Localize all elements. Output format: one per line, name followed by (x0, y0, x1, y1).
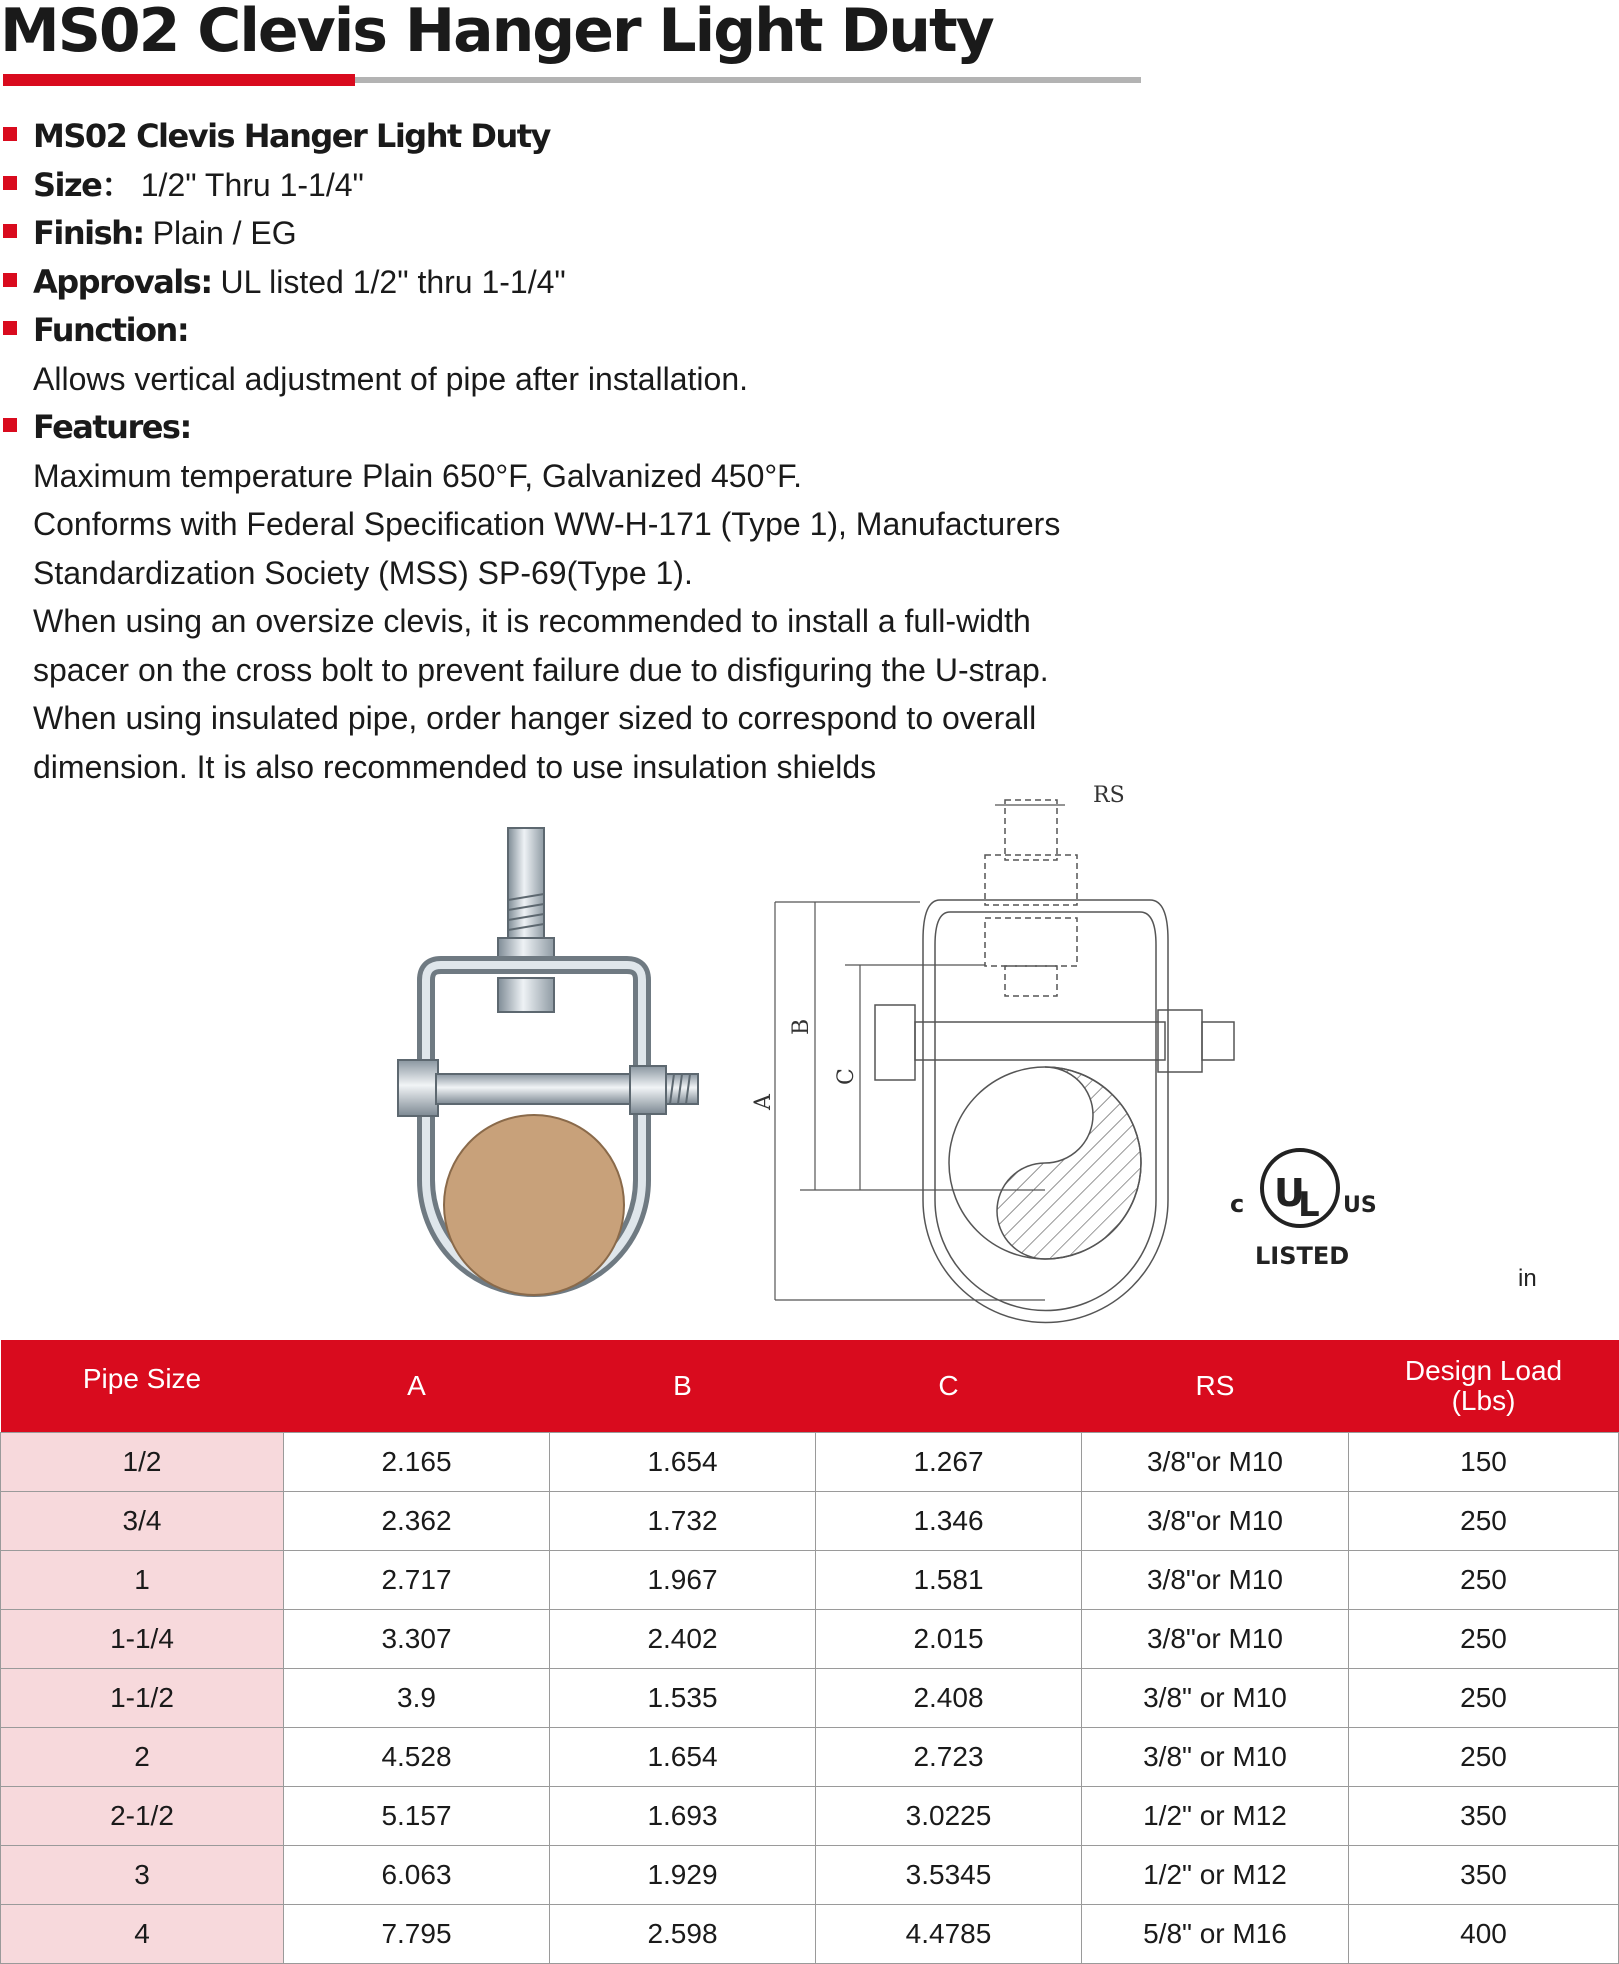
table-row (1, 1551, 1619, 1610)
bullet-square-icon (3, 273, 17, 287)
size-value: 1/2" Thru 1-1/4" (140, 166, 364, 203)
cell-b: 2.402 (550, 1610, 816, 1669)
cell-pipe-size: 1-1/4 (1, 1610, 284, 1669)
table-row (1, 1669, 1619, 1728)
design-load-line2: (Lbs) (1451, 1385, 1516, 1416)
cell-rs: 3/8" or M10 (1082, 1669, 1349, 1728)
spec-item-name (0, 112, 1220, 161)
cell-a: 3.9 (284, 1669, 550, 1728)
table-row (1, 1492, 1619, 1551)
table-row (1, 1433, 1619, 1492)
cell-b: 1.967 (550, 1551, 816, 1610)
cell-load: 150 (1349, 1433, 1619, 1492)
cell-c: 1.267 (816, 1433, 1082, 1492)
cell-b: 1.654 (550, 1433, 816, 1492)
title-rule (355, 77, 1141, 83)
features-line: spacer on the cross bolt to prevent failure due to disfiguring the U-strap. (33, 651, 1049, 688)
cell-rs: 3/8"or M10 (1082, 1433, 1349, 1492)
cell-c: 2.015 (816, 1610, 1082, 1669)
approvals-label: Approvals: (33, 262, 212, 301)
cell-c: 1.581 (816, 1551, 1082, 1610)
ul-letter-l: L (1298, 1185, 1320, 1225)
cell-rs: 1/2" or M12 (1082, 1846, 1349, 1905)
bullet-square-icon (3, 418, 17, 432)
spec-item-approvals (0, 258, 1220, 307)
cell-load: 250 (1349, 1492, 1619, 1551)
c-dimension-label: C (834, 1068, 859, 1085)
cell-load: 350 (1349, 1787, 1619, 1846)
cell-c: 2.408 (816, 1669, 1082, 1728)
cell-a: 2.165 (284, 1433, 550, 1492)
function-label: Function: (33, 311, 189, 349)
table-row (1, 1787, 1619, 1846)
features-line: When using insulated pipe, order hanger sized to correspond to overall (33, 700, 1037, 736)
cell-pipe-size: 3/4 (1, 1492, 284, 1551)
function-text: Allows vertical adjustment of pipe after installation. (33, 360, 749, 397)
a-dimension-label: A (751, 1094, 776, 1110)
table-row (1, 1846, 1619, 1905)
col-header-a: A (284, 1340, 550, 1433)
finish-value: Plain / EG (152, 215, 297, 251)
col-header-c: C (816, 1340, 1082, 1433)
cell-a: 2.362 (284, 1492, 550, 1551)
cell-c: 4.4785 (816, 1905, 1082, 1964)
approvals-value: UL listed 1/2" thru 1-1/4" (220, 263, 566, 300)
dimension-drawing (751, 775, 1245, 1315)
table-header-row (1, 1340, 1619, 1433)
cell-pipe-size: 4 (1, 1905, 284, 1964)
cell-a: 2.717 (284, 1551, 550, 1610)
cell-rs: 5/8" or M16 (1082, 1905, 1349, 1964)
features-line: When using an oversize clevis, it is recommended to install a full-width (33, 603, 1031, 639)
cell-rs: 3/8" or M10 (1082, 1728, 1349, 1787)
col-header-pipe-size: Pipe Size (1, 1340, 284, 1433)
cell-b: 2.598 (550, 1905, 816, 1964)
cell-load: 250 (1349, 1728, 1619, 1787)
cell-pipe-size: 1 (1, 1551, 284, 1610)
table-row (1, 1610, 1619, 1669)
features-line: Conforms with Federal Specification WW-H-171 (Type 1), Manufacturers (33, 506, 1061, 542)
cell-c: 2.723 (816, 1728, 1082, 1787)
bullet-square-icon (3, 127, 17, 141)
cell-b: 1.693 (550, 1787, 816, 1846)
cell-load: 250 (1349, 1610, 1619, 1669)
title-rule-accent (3, 74, 355, 86)
unit-label: in (1518, 1265, 1537, 1292)
cell-a: 4.528 (284, 1728, 550, 1787)
spec-item-features (0, 403, 1220, 452)
rs-dimension-label: RS (1093, 783, 1125, 808)
cell-b: 1.535 (550, 1669, 816, 1728)
ul-us-mark: US (1343, 1193, 1377, 1218)
features-line: Standardization Society (MSS) SP-69(Type 1). (33, 554, 693, 591)
col-header-b: B (550, 1340, 816, 1433)
cell-pipe-size: 3 (1, 1846, 284, 1905)
cell-rs: 3/8"or M10 (1082, 1610, 1349, 1669)
features-label: Features: (33, 408, 191, 446)
design-load-line1: Design Load (1404, 1355, 1563, 1386)
cell-a: 5.157 (284, 1787, 550, 1846)
cell-pipe-size: 2-1/2 (1, 1787, 284, 1846)
cell-pipe-size: 1-1/2 (1, 1669, 284, 1728)
cell-pipe-size: 1/2 (1, 1433, 284, 1492)
finish-label: Finish: (33, 214, 144, 252)
dimension-table (0, 1340, 1619, 1964)
product-photo-illustration (395, 825, 730, 1320)
b-dimension-label: B (789, 1018, 814, 1035)
cell-load: 350 (1349, 1846, 1619, 1905)
cell-b: 1.929 (550, 1846, 816, 1905)
col-header-design-load (1349, 1340, 1619, 1433)
col-header-rs: RS (1082, 1340, 1349, 1433)
cell-c: 3.5345 (816, 1846, 1082, 1905)
cell-rs: 3/8"or M10 (1082, 1551, 1349, 1610)
features-line: dimension. It is also recommended to use insulation shields (33, 748, 877, 785)
ul-listed-text: LISTED (1255, 1242, 1350, 1270)
cell-load: 250 (1349, 1551, 1619, 1610)
ul-listed-logo (1225, 1145, 1385, 1275)
cell-rs: 1/2" or M12 (1082, 1787, 1349, 1846)
table-row (1, 1905, 1619, 1964)
spec-item-finish (0, 209, 1220, 258)
cell-a: 6.063 (284, 1846, 550, 1905)
table-row (1, 1728, 1619, 1787)
page-title: MS02 Clevis Hanger Light Duty (0, 0, 993, 66)
cell-c: 1.346 (816, 1492, 1082, 1551)
cell-b: 1.654 (550, 1728, 816, 1787)
cell-a: 7.795 (284, 1905, 550, 1964)
size-label: Size： (33, 165, 132, 204)
cell-load: 400 (1349, 1905, 1619, 1964)
bullet-square-icon (3, 224, 17, 238)
spec-item-function (0, 306, 1220, 355)
cell-load: 250 (1349, 1669, 1619, 1728)
spec-item-size (0, 161, 1220, 210)
ul-c-mark: c (1230, 1190, 1245, 1218)
product-name: MS02 Clevis Hanger Light Duty (33, 117, 550, 155)
cell-b: 1.732 (550, 1492, 816, 1551)
features-line: Maximum temperature Plain 650°F, Galvanized 450°F. (33, 457, 803, 494)
cell-a: 3.307 (284, 1610, 550, 1669)
cell-pipe-size: 2 (1, 1728, 284, 1787)
bullet-square-icon (3, 176, 17, 190)
bullet-square-icon (3, 321, 17, 335)
cell-c: 3.0225 (816, 1787, 1082, 1846)
ul-letter-u: U (1274, 1171, 1305, 1215)
cell-rs: 3/8"or M10 (1082, 1492, 1349, 1551)
spec-list (0, 112, 1220, 791)
